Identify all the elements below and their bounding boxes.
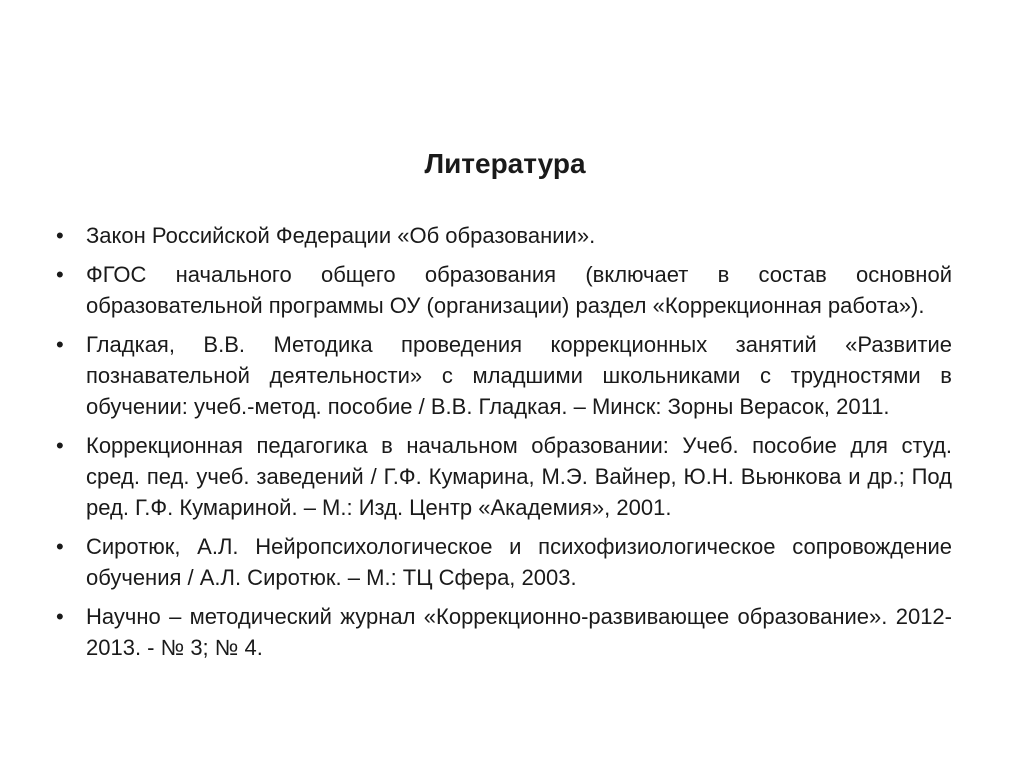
list-item [56, 259, 952, 321]
list-item-text: Гладкая, В.В. Методика проведения коррекционных занятий «Развитие познавательной деятельности» с младшими школьниками с трудностями в обучении: учеб.-метод. пособие / В.В. Гладкая. – Минск: Зорны Верасок, 2011. [86, 332, 952, 419]
list-item-text: ФГОС начального общего образования (включает в состав основной образовательной программы ОУ (организации) раздел «Коррекционная работа»). [86, 262, 952, 318]
bullet-icon: • [56, 534, 64, 559]
list-item [56, 220, 952, 251]
bullet-icon: • [56, 433, 64, 458]
bullet-icon: • [56, 223, 64, 248]
list-item-text: Сиротюк, А.Л. Нейропсихологическое и психофизиологическое сопровождение обучения / А.Л. Сиротюк. – М.: ТЦ Сфера, 2003. [86, 534, 952, 590]
bibliography-list [56, 220, 952, 671]
bullet-icon: • [56, 262, 64, 287]
list-item [56, 430, 952, 523]
bullet-icon: • [56, 332, 64, 357]
list-item-text: Закон Российской Федерации «Об образовании». [86, 223, 596, 248]
list-item [56, 601, 952, 663]
list-item-text: Коррекционная педагогика в начальном образовании: Учеб. пособие для студ. сред. пед. учеб. заведений / Г.Ф. Кумарина, М.Э. Вайнер, Ю.Н. Вьюнкова и др.; Под ред. Г.Ф. Кумариной. – М.: Изд. Центр «Академия», 2001. [86, 433, 952, 520]
list-item [56, 329, 952, 422]
list-item [56, 531, 952, 593]
bullet-icon: • [56, 604, 64, 629]
list-item-text: Научно – методический журнал «Коррекционно-развивающее образование». 2012-2013. - № 3; № 4. [86, 604, 952, 660]
slide-title: Литература [424, 148, 586, 179]
